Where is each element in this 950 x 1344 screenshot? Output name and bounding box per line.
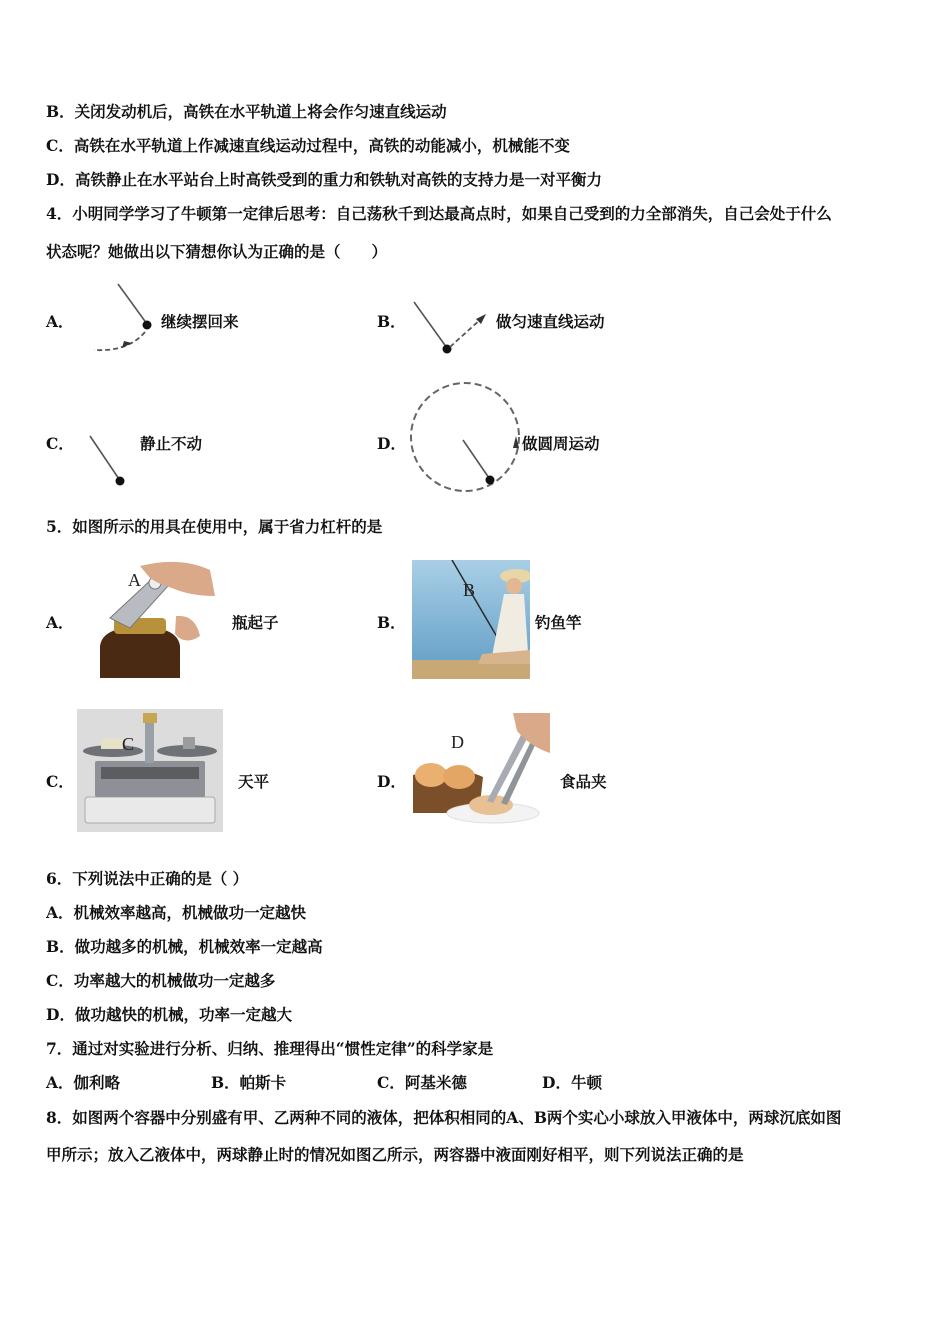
- food-tongs-image: [413, 713, 550, 828]
- q7-stem: 7．通过对实验进行分析、归纳、推理得出“惯性定律”的科学家是: [46, 1039, 494, 1058]
- q6-option-b: B．做功越多的机械，机械效率一定越高: [46, 937, 323, 956]
- image-letter-c: C: [122, 734, 135, 754]
- q5-stem: 5．如图所示的用具在使用中，属于省力杠杆的是: [46, 517, 383, 536]
- balance-scale-image: [77, 709, 223, 832]
- q5-option-a-label: A．: [46, 613, 74, 632]
- q7-option-c: C．阿基米德: [377, 1073, 467, 1092]
- q3-option-b: B．关闭发动机后，高铁在水平轨道上将会作匀速直线运动: [46, 102, 447, 121]
- q4-option-a-caption: 继续摆回来: [161, 312, 239, 331]
- image-letter-d: D: [451, 732, 464, 752]
- q3-option-c: C．高铁在水平轨道上作减速直线运动过程中，高铁的动能减小，机械能不变: [46, 136, 570, 155]
- q4-option-c-label: C．: [46, 434, 74, 453]
- q7-option-a: A．伽利略: [46, 1073, 121, 1092]
- pendulum-stationary-figure: [84, 432, 129, 490]
- q4-option-d-caption: 做圆周运动: [522, 434, 600, 453]
- q4-option-c-caption: 静止不动: [140, 434, 203, 453]
- q4-option-b-label: B．: [377, 312, 406, 331]
- q6-option-d: D．做功越快的机械，功率一定越大: [46, 1005, 292, 1024]
- q4-stem-line2: 状态呢？她做出以下猜想你认为正确的是（ ）: [46, 242, 388, 261]
- q5-option-d-caption: 食品夹: [560, 772, 607, 791]
- pendulum-straight-line-figure: [410, 300, 495, 360]
- q5-option-b-caption: 钓鱼竿: [535, 613, 582, 632]
- q6-option-c: C．功率越大的机械做功一定越多: [46, 971, 276, 990]
- pendulum-swing-back-figure: [88, 280, 163, 360]
- q7-option-d: D．牛顿: [542, 1073, 602, 1092]
- q5-option-a-caption: 瓶起子: [232, 613, 279, 632]
- q8-stem-line2: 甲所示；放入乙液体中，两球静止时的情况如图乙所示，两容器中液面刚好相平，则下列说法正确的是: [46, 1145, 744, 1164]
- q5-option-b-label: B．: [377, 613, 406, 632]
- q8-stem-line1: 8．如图两个容器中分别盛有甲、乙两种不同的液体，把体积相同的A、B两个实心小球放入甲液体中，两球沉底如图: [46, 1108, 842, 1127]
- q4-option-a-label: A．: [46, 312, 74, 331]
- q5-option-c-label: C．: [46, 772, 74, 791]
- fishing-rod-image: [412, 560, 530, 679]
- q6-option-a: A．机械效率越高，机械做功一定越快: [46, 903, 307, 922]
- q4-option-d-label: D．: [377, 434, 406, 453]
- pendulum-circular-motion-figure: [405, 378, 525, 496]
- q5-option-d-label: D．: [377, 772, 406, 791]
- q3-option-d: D．高铁静止在水平站台上时高铁受到的重力和铁轨对高铁的支持力是一对平衡力: [46, 170, 602, 189]
- q4-stem-line1: 4．小明同学学习了牛顿第一定律后思考：自己荡秋千到达最高点时，如果自己受到的力全部消失，自己会处于什么: [46, 204, 832, 223]
- q7-option-b: B．帕斯卡: [211, 1073, 287, 1092]
- q5-option-c-caption: 天平: [238, 772, 270, 791]
- image-letter-a: A: [128, 570, 141, 590]
- q6-stem: 6．下列说法中正确的是（ ）: [46, 869, 249, 888]
- image-letter-b: B: [463, 580, 476, 600]
- bottle-opener-image: [80, 556, 215, 678]
- q4-option-b-caption: 做匀速直线运动: [496, 312, 605, 331]
